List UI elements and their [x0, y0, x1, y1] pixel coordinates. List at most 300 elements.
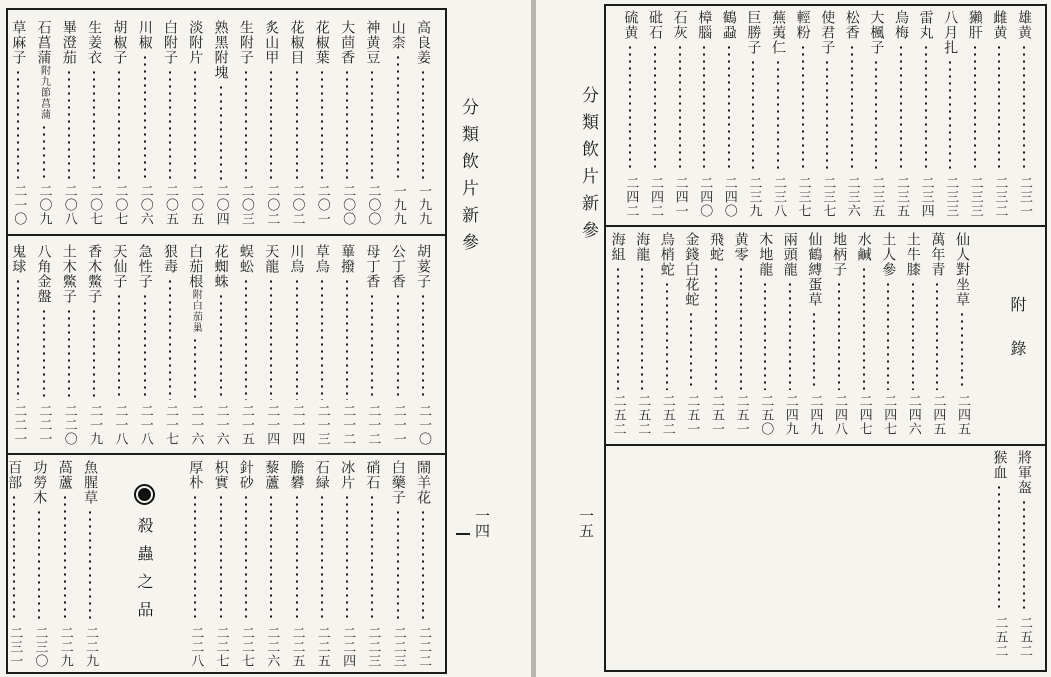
index-entry — [336, 460, 358, 668]
index-entry — [83, 244, 105, 446]
index-entry — [159, 244, 181, 446]
index-entry — [902, 232, 924, 436]
dot-leader — [629, 44, 631, 172]
index-entry — [742, 10, 764, 218]
dot-leader — [321, 278, 323, 400]
entry-name: 神黄豆 — [364, 20, 381, 65]
entry-name: 松香 — [843, 10, 860, 40]
dot-leader — [43, 308, 45, 400]
dot-leader — [371, 293, 373, 400]
dot-leader — [296, 278, 298, 400]
right-row-divider-2 — [604, 444, 1047, 446]
dot-leader — [68, 308, 70, 400]
entry-page-number: 二五二 — [610, 394, 626, 436]
entry-name: 厚朴 — [187, 460, 204, 490]
dot-leader — [321, 494, 323, 622]
index-entry — [988, 450, 1010, 658]
dot-leader — [245, 278, 247, 400]
entry-page-number: 二〇二 — [289, 184, 305, 226]
entry-page-number: 二一六 — [188, 404, 204, 446]
entry-page-number: 二〇五 — [188, 184, 204, 226]
entry-page-number: 二〇二 — [264, 184, 280, 226]
index-entry — [779, 232, 801, 436]
running-head: 分類飲片新參 — [458, 98, 478, 260]
index-entry — [260, 460, 282, 668]
entry-name: 白藥子 — [389, 460, 406, 505]
entry-name: 急性子 — [136, 244, 153, 289]
index-entry — [58, 244, 80, 446]
index-entry — [260, 20, 282, 226]
dot-leader — [397, 509, 399, 622]
entry-name: 香木鱉子 — [86, 244, 103, 304]
index-entry — [656, 232, 678, 436]
index-entry — [184, 244, 206, 446]
entry-name: 將軍盔 — [1016, 450, 1032, 495]
entry-note: 附九節菖蒲 — [38, 65, 50, 120]
entry-page-number: 二五一 — [709, 394, 724, 436]
entry-name: 藜蘆 — [263, 460, 280, 490]
entry-page-number: 二一七 — [163, 404, 178, 446]
index-entry — [7, 20, 29, 226]
dot-leader — [220, 293, 222, 400]
entry-page-number: 二一八 — [112, 404, 128, 446]
entry-name: 炙山甲 — [263, 20, 280, 65]
entry-name: 萵蘆 — [56, 460, 73, 490]
index-entry — [926, 232, 948, 436]
index-entry — [210, 20, 232, 226]
section-heading: 殺蟲之品 — [135, 517, 154, 629]
entry-name: 鶴蝨 — [720, 10, 737, 40]
index-entry — [79, 460, 101, 668]
entry-page-number: 二三一 — [1017, 176, 1032, 218]
entry-page-number: 二二九 — [83, 626, 98, 668]
index-entry — [210, 244, 232, 446]
entry-page-number: 二五〇 — [758, 394, 774, 436]
entry-page-number: 二一二 — [365, 404, 381, 446]
dot-leader — [270, 69, 272, 180]
index-entry — [387, 244, 409, 446]
dot-leader — [371, 494, 373, 622]
entry-page-number: 二一六 — [213, 404, 229, 446]
entry-name: 鬧羊花 — [415, 460, 431, 505]
index-entry — [184, 20, 206, 226]
entry-page-number: 二〇六 — [137, 184, 153, 226]
index-entry — [235, 244, 257, 446]
dot-leader — [740, 266, 742, 390]
dot-leader — [641, 266, 643, 390]
page-number — [576, 508, 597, 542]
entry-name: 天龍 — [263, 244, 280, 274]
dot-leader — [998, 484, 1000, 612]
entry-page-number: 一九九 — [390, 184, 406, 226]
entry-page-number: 二二八 — [188, 626, 204, 668]
dot-leader — [813, 311, 815, 390]
index-entry — [865, 10, 887, 218]
dot-leader — [764, 281, 766, 390]
dot-leader — [43, 124, 45, 180]
entry-name: 畢澄茄 — [60, 20, 77, 65]
entry-page-number: 二三九 — [746, 176, 762, 218]
dot-leader — [851, 44, 853, 172]
entry-page-number: 一九九 — [416, 184, 431, 226]
entry-name: 石菖蒲 — [35, 20, 52, 65]
index-entry — [412, 244, 434, 446]
entry-name: 草烏 — [313, 244, 330, 274]
index-entry — [361, 460, 383, 668]
index-entry — [3, 460, 25, 668]
index-entry — [260, 244, 282, 446]
entry-page-number: 二二六 — [264, 626, 280, 668]
entry-page-number: 二三五 — [869, 176, 885, 218]
entry-page-number: 二五二 — [659, 394, 675, 436]
entry-page-number: 二四五 — [930, 394, 946, 436]
entry-page-number: 二二三 — [365, 626, 381, 668]
entry-page-number: 二四二 — [623, 176, 639, 218]
dot-leader — [1023, 44, 1025, 172]
dot-leader — [397, 54, 399, 180]
entry-page-number: 二五一 — [684, 394, 700, 436]
index-entry — [336, 244, 358, 446]
entry-name: 飛蛇 — [708, 232, 724, 262]
entry-name: 雌黄 — [991, 10, 1008, 40]
entry-name: 大楓子 — [868, 10, 885, 55]
index-entry — [83, 20, 105, 226]
entry-name: 硫黄 — [622, 10, 639, 40]
dot-leader — [974, 44, 976, 172]
entry-name: 八角金盤 — [35, 244, 52, 304]
index-entry — [311, 244, 333, 446]
entry-page-number: 二三七 — [795, 176, 811, 218]
entry-name: 八月扎 — [942, 10, 959, 55]
entry-page-number: 二三五 — [894, 176, 909, 218]
entry-name: 針砂 — [237, 460, 254, 490]
dot-leader — [194, 494, 196, 622]
dot-leader — [346, 494, 348, 622]
index-entry — [134, 244, 156, 446]
index-entry — [108, 20, 130, 226]
dot-leader — [961, 311, 963, 390]
entry-name: 金錢白花蛇 — [683, 232, 700, 307]
dot-leader — [296, 69, 298, 180]
entry-page-number: 二三〇 — [32, 626, 48, 668]
index-entry — [412, 20, 434, 226]
entry-name: 烏梢蛇 — [658, 232, 675, 277]
dot-leader — [728, 44, 730, 172]
entry-name: 仙人對坐草 — [954, 232, 970, 307]
entry-name: 萬年青 — [929, 232, 946, 277]
entry-page-number: 二〇一 — [314, 184, 330, 226]
index-entry — [754, 232, 776, 436]
entry-page-number: 二〇三 — [238, 184, 254, 226]
entry-page-number: 二四一 — [672, 176, 688, 218]
dot-leader — [118, 69, 120, 180]
entry-name: 天仙子 — [111, 244, 128, 289]
index-entry — [134, 20, 156, 226]
entry-name: 大茴香 — [339, 20, 356, 65]
entry-page-number: 二四八 — [832, 394, 847, 436]
index-entry — [54, 460, 76, 668]
entry-page-number: 二〇七 — [87, 184, 103, 226]
entry-name: 高良姜 — [415, 20, 431, 65]
entry-name: 胡椒子 — [111, 20, 128, 65]
entry-name: 川椒 — [136, 20, 153, 50]
dot-leader — [679, 44, 681, 172]
dot-leader — [194, 337, 196, 400]
entry-page-number: 二二五 — [314, 626, 330, 668]
page-number-text: 一五 — [577, 508, 595, 538]
right-row-divider-1 — [604, 225, 1047, 227]
entry-page-number: 二五二 — [1017, 616, 1032, 658]
entry-page-number: 二四九 — [807, 394, 823, 436]
dot-leader — [936, 281, 938, 390]
dot-leader — [925, 44, 927, 172]
index-entry — [718, 10, 740, 218]
entry-name: 木地龍 — [757, 232, 774, 277]
index-entry — [939, 10, 961, 218]
index-entry — [7, 244, 29, 446]
entry-name: 兩頭龍 — [781, 232, 798, 277]
dot-leader — [270, 494, 272, 622]
entry-name: 白附子 — [162, 20, 178, 65]
dot-leader — [245, 494, 247, 622]
entry-name: 猴血 — [991, 450, 1008, 480]
index-entry — [33, 20, 55, 226]
index-entry — [828, 232, 850, 436]
entry-page-number: 二〇七 — [112, 184, 128, 226]
entry-page-number: 二一三 — [314, 404, 330, 446]
entry-page-number: 二三七 — [820, 176, 836, 218]
entry-page-number: 二一〇 — [416, 404, 431, 446]
entry-page-number: 二一一 — [390, 404, 406, 446]
dot-leader — [1023, 499, 1025, 612]
dot-leader — [912, 281, 914, 390]
entry-name: 土人參 — [880, 232, 897, 277]
entry-name: 狠毒 — [162, 244, 178, 274]
dot-leader — [17, 69, 19, 180]
entry-name: 母丁香 — [364, 244, 381, 289]
entry-name: 土木鱉子 — [60, 244, 77, 304]
entry-page-number: 二三一 — [7, 626, 23, 668]
entry-page-number: 二一九 — [87, 404, 103, 446]
entry-page-number: 二一五 — [238, 404, 254, 446]
index-entry — [336, 20, 358, 226]
entry-name: 仙鶴縛蛋草 — [806, 232, 823, 307]
index-entry — [159, 20, 181, 226]
index-entry — [767, 10, 789, 218]
index-entry — [988, 10, 1010, 218]
dot-leader — [270, 278, 272, 400]
dot-leader — [802, 44, 804, 172]
index-entry — [286, 20, 308, 226]
dot-leader — [93, 69, 95, 180]
entry-name: 蕪荑仁 — [770, 10, 786, 55]
entry-name: 硝石 — [364, 460, 381, 490]
entry-name: 花椒葉 — [313, 20, 330, 65]
index-entry — [33, 244, 55, 446]
dot-leader — [245, 69, 247, 180]
entry-name: 花蜘蛛 — [212, 244, 229, 289]
filled-circle-icon — [136, 486, 153, 503]
index-entry — [311, 20, 333, 226]
appendix-label: 附錄 — [1008, 296, 1027, 384]
entry-page-number: 二四七 — [881, 394, 897, 436]
index-entry — [108, 244, 130, 446]
dot-leader — [703, 44, 705, 172]
entry-page-number: 二四五 — [955, 394, 970, 436]
entry-page-number: 二二一 — [11, 404, 27, 446]
entry-name: 淡附片 — [187, 20, 204, 65]
dot-leader — [118, 293, 120, 400]
dot-leader — [321, 69, 323, 180]
index-entry — [877, 232, 899, 436]
index-entry — [235, 20, 257, 226]
dot-leader — [346, 278, 348, 400]
entry-page-number: 二四六 — [905, 394, 921, 436]
dot-leader — [13, 494, 15, 622]
index-entry — [619, 10, 641, 218]
dot-leader — [64, 494, 66, 622]
entry-name: 生附子 — [237, 20, 254, 65]
entry-page-number: 二〇九 — [36, 184, 52, 226]
entry-page-number: 二二四 — [340, 626, 356, 668]
entry-name: 胡荽子 — [415, 244, 431, 289]
index-entry — [890, 10, 912, 218]
entry-note: 附白茄巢 — [190, 289, 202, 333]
index-entry — [235, 460, 257, 668]
section-insecticide — [133, 486, 155, 629]
dot-leader — [998, 44, 1000, 172]
entry-name: 熟黑附塊 — [212, 20, 229, 80]
entry-page-number: 二二一 — [36, 404, 52, 446]
index-entry — [28, 460, 50, 668]
index-entry — [816, 10, 838, 218]
entry-name: 鬼球 — [10, 244, 27, 274]
entry-page-number: 二二七 — [238, 626, 254, 668]
entry-page-number: 二二二 — [416, 626, 431, 668]
entry-name: 輕粉 — [794, 10, 811, 40]
entry-page-number: 二二七 — [213, 626, 229, 668]
entry-name: 海龍 — [634, 232, 651, 262]
entry-name: 石緑 — [313, 460, 330, 490]
index-entry — [730, 232, 752, 436]
dot-leader — [875, 59, 877, 172]
entry-name: 雷丸 — [917, 10, 934, 40]
index-entry — [915, 10, 937, 218]
entry-name: 白茄根 — [187, 244, 204, 289]
dot-leader — [422, 69, 424, 180]
entry-page-number: 二一二 — [340, 404, 356, 446]
entry-page-number: 二三三 — [943, 176, 959, 218]
dot-leader — [346, 69, 348, 180]
entry-name: 石灰 — [671, 10, 688, 40]
entry-page-number: 二四〇 — [697, 176, 713, 218]
index-entry — [412, 460, 434, 668]
dot-leader — [89, 509, 91, 622]
dot-leader — [169, 278, 171, 400]
dot-leader — [422, 293, 424, 400]
entry-name: 草麻子 — [10, 20, 27, 65]
left-row-divider-2 — [6, 453, 447, 455]
index-entry — [964, 10, 986, 218]
index-entry — [669, 10, 691, 218]
entry-page-number: 二一八 — [137, 404, 153, 446]
dot-leader — [422, 509, 424, 622]
index-entry — [841, 10, 863, 218]
index-entry — [361, 244, 383, 446]
dot-leader — [666, 281, 668, 390]
index-entry — [387, 20, 409, 226]
entry-page-number: 二〇〇 — [340, 184, 356, 226]
entry-name: 川烏 — [288, 244, 305, 274]
entry-name: 砒石 — [647, 10, 663, 40]
dot-leader — [826, 59, 828, 172]
entry-name: 雄黄 — [1016, 10, 1032, 40]
index-entry — [853, 232, 875, 436]
index-entry — [803, 232, 825, 436]
dot-leader — [17, 278, 19, 400]
dot-leader — [949, 59, 951, 172]
index-entry — [58, 20, 80, 226]
dot-leader — [863, 266, 865, 390]
index-entry — [286, 244, 308, 446]
dot-leader — [68, 69, 70, 180]
entry-page-number: 二三三 — [967, 176, 983, 218]
dot-leader — [144, 293, 146, 400]
entry-name: 烏梅 — [893, 10, 909, 40]
dot-leader — [752, 59, 754, 172]
entry-page-number: 二三八 — [771, 176, 786, 218]
dot-leader — [838, 281, 840, 390]
entry-name: 花椒目 — [288, 20, 305, 65]
left-row-divider-1 — [6, 234, 447, 236]
index-entry — [210, 460, 232, 668]
entry-name: 生姜衣 — [86, 20, 103, 65]
index-entry — [184, 460, 206, 668]
dot-leader — [654, 44, 656, 172]
running-head: 分類飲片新參 — [578, 86, 598, 248]
page-number — [456, 508, 493, 542]
entry-name: 公丁香 — [389, 244, 406, 289]
entry-name: 山柰 — [389, 20, 406, 50]
entry-page-number: 二三六 — [844, 176, 860, 218]
index-entry — [1013, 450, 1035, 658]
entry-page-number: 二五二 — [992, 616, 1008, 658]
dot-leader — [93, 308, 95, 400]
entry-name: 地柄子 — [831, 232, 847, 277]
entry-name: 巨勝子 — [745, 10, 762, 55]
index-entry — [286, 460, 308, 668]
index-entry — [1013, 10, 1035, 218]
entry-name: 蜈蚣 — [237, 244, 254, 274]
index-entry — [607, 232, 629, 436]
index-entry — [387, 460, 409, 668]
index-entry — [792, 10, 814, 218]
entry-name: 水鹹 — [855, 232, 872, 262]
entry-page-number: 二四七 — [856, 394, 872, 436]
index-entry — [951, 232, 973, 436]
entry-name: 海組 — [609, 232, 626, 262]
entry-page-number: 二五二 — [635, 394, 651, 436]
entry-page-number: 二〇〇 — [365, 184, 381, 226]
index-entry — [311, 460, 333, 668]
dot-leader — [169, 69, 171, 180]
entry-page-number: 二四九 — [782, 394, 798, 436]
index-entry — [361, 20, 383, 226]
entry-name: 使君子 — [819, 10, 836, 55]
entry-name: 土牛膝 — [904, 232, 921, 277]
dot-leader — [220, 84, 222, 180]
entry-page-number: 二三四 — [918, 176, 934, 218]
